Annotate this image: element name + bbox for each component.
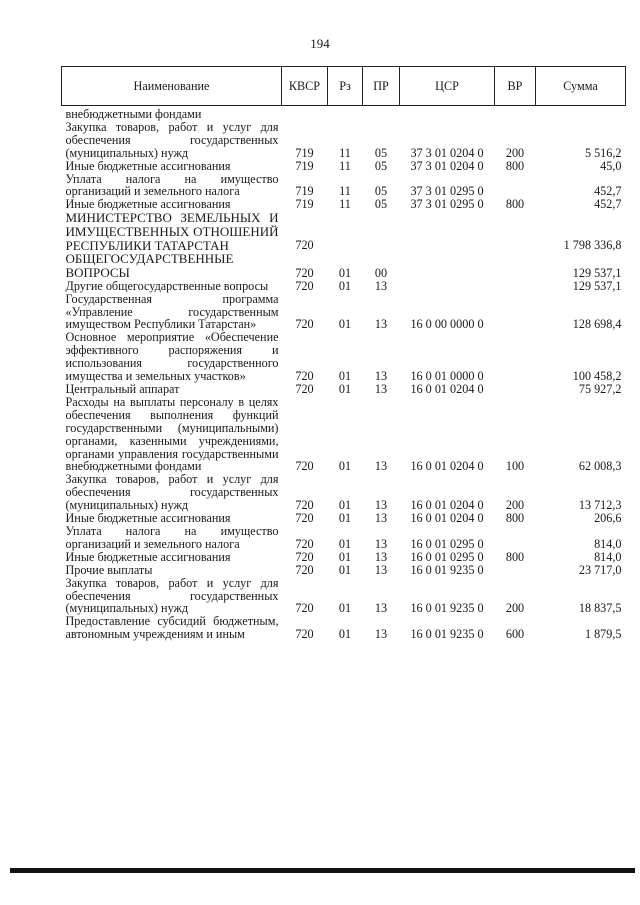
cell-vr — [495, 383, 536, 396]
cell-rz: 01 — [338, 278, 352, 293]
cell-kvsr: 720 — [295, 317, 314, 332]
cell-name: Иные бюджетные ассигнования — [65, 197, 231, 212]
cell-rz — [328, 106, 363, 121]
cell-rz: 11 — [339, 145, 351, 160]
cell-vr — [495, 331, 536, 383]
cell-kvsr: 720 — [295, 498, 314, 513]
cell-pr: 13 — [374, 317, 388, 332]
cell-rz: 11 — [339, 184, 351, 199]
cell-sum: 100 458,2 — [572, 369, 622, 384]
cell-pr: 13 — [374, 459, 388, 474]
table-row — [62, 106, 626, 121]
cell-csr: 16 0 01 9235 0 — [410, 562, 484, 577]
cell-vr — [495, 280, 536, 293]
cell-vr — [495, 293, 536, 332]
cell-csr: 16 0 01 0204 0 — [410, 498, 484, 513]
cell-pr: 13 — [374, 382, 388, 397]
cell-name: Прочие выплаты — [65, 562, 153, 577]
table-row — [62, 173, 626, 199]
table-row — [62, 383, 626, 396]
header-rz: Рз — [328, 67, 363, 106]
cell-name: Иные бюджетные ассигнования — [65, 158, 231, 173]
cell-pr: 13 — [374, 627, 388, 642]
cell-name: Закупка товаров, работ и услуг для обеспечения государственных (муниципальных) нужд — [65, 472, 279, 513]
cell-csr: 16 0 01 0204 0 — [410, 382, 484, 397]
header-sum: Сумма — [536, 67, 626, 106]
cell-kvsr: 720 — [295, 627, 314, 642]
cell-rz: 01 — [338, 536, 352, 551]
cell-name: Уплата налога на имущество организаций и земельного налога — [65, 171, 279, 199]
cell-csr: 16 0 01 0000 0 — [410, 369, 484, 384]
cell-vr — [495, 106, 536, 121]
cell-pr: 13 — [374, 498, 388, 513]
cell-rz: 01 — [338, 369, 352, 384]
cell-sum: 13 712,3 — [578, 498, 622, 513]
cell-name: Иные бюджетные ассигнования — [65, 511, 231, 526]
cell-pr: 05 — [374, 197, 388, 212]
cell-pr: 05 — [374, 184, 388, 199]
cell-sum: 5 516,2 — [584, 145, 622, 160]
cell-kvsr: 720 — [295, 511, 314, 526]
cell-kvsr: 719 — [295, 158, 314, 173]
cell-sum: 62 008,3 — [578, 459, 622, 474]
table-header-row — [62, 67, 626, 106]
cell-vr: 600 — [505, 627, 525, 642]
cell-name: Уплата налога на имущество организаций и земельного налога — [65, 523, 279, 551]
cell-csr: 16 0 01 0295 0 — [410, 536, 484, 551]
cell-rz: 01 — [338, 265, 352, 280]
cell-csr: 16 0 01 0204 0 — [410, 511, 484, 526]
cell-pr: 05 — [374, 145, 388, 160]
cell-csr — [400, 280, 495, 293]
cell-pr: 13 — [374, 369, 388, 384]
cell-vr: 200 — [505, 601, 525, 616]
cell-vr: 100 — [505, 459, 525, 474]
cell-vr — [495, 525, 536, 551]
cell-rz: 01 — [338, 498, 352, 513]
cell-sum: 206,6 — [594, 511, 622, 526]
cell-vr: 800 — [505, 511, 525, 526]
table-row — [62, 564, 626, 577]
cell-name: Основное мероприятие «Обеспечение эффективного распоряжения и использования государственного имущества и земельных участков» — [65, 330, 279, 384]
cell-sum: 129 537,1 — [572, 278, 622, 293]
cell-pr: 13 — [374, 536, 388, 551]
cell-vr: 800 — [505, 549, 525, 564]
table-row — [62, 577, 626, 616]
cell-sum: 814,0 — [594, 536, 622, 551]
cell-pr: 13 — [374, 601, 388, 616]
cell-pr — [363, 211, 400, 252]
cell-pr: 13 — [374, 562, 388, 577]
table-row — [62, 473, 626, 512]
cell-kvsr: 719 — [295, 184, 314, 199]
cell-vr: 800 — [505, 197, 525, 212]
cell-vr: 200 — [505, 498, 525, 513]
table-row — [62, 293, 626, 332]
cell-pr: 13 — [374, 511, 388, 526]
cell-csr: 37 3 01 0295 0 — [410, 184, 484, 199]
budget-table — [61, 66, 626, 641]
cell-sum — [536, 106, 626, 121]
cell-csr — [400, 106, 495, 121]
table-row — [62, 252, 626, 279]
header-pr: ПР — [363, 67, 400, 106]
cell-csr: 16 0 01 9235 0 — [410, 601, 484, 616]
cell-name: Закупка товаров, работ и услуг для обеспечения государственных (муниципальных) нужд — [65, 119, 279, 160]
cell-rz: 01 — [338, 601, 352, 616]
cell-vr: 800 — [505, 158, 525, 173]
cell-csr: 16 0 00 0000 0 — [410, 317, 484, 332]
cell-csr — [400, 211, 495, 252]
cell-vr — [495, 173, 536, 199]
header-kvsr: КВСР — [282, 67, 328, 106]
cell-kvsr: 720 — [295, 562, 314, 577]
cell-name: Центральный аппарат — [65, 382, 180, 397]
cell-kvsr: 720 — [295, 459, 314, 474]
cell-pr: 13 — [374, 278, 388, 293]
cell-rz: 11 — [339, 158, 351, 173]
page-number: 194 — [310, 36, 330, 51]
table-row — [62, 396, 626, 473]
cell-pr: 05 — [374, 158, 388, 173]
cell-csr — [400, 252, 495, 279]
cell-name: Закупка товаров, работ и услуг для обеспечения государственных (муниципальных) нужд — [65, 575, 279, 616]
cell-sum: 1 879,5 — [584, 627, 622, 642]
cell-kvsr: 720 — [295, 238, 314, 253]
cell-csr: 37 3 01 0204 0 — [410, 158, 484, 173]
cell-name: ОБЩЕГОСУДАРСТВЕННЫЕ ВОПРОСЫ — [65, 251, 234, 281]
cell-name: Государственная программа «Управление государственным имуществом Республики Татарстан» — [65, 291, 279, 332]
cell-sum: 18 837,5 — [578, 601, 622, 616]
cell-rz — [328, 211, 363, 252]
scan-bottom-edge — [10, 868, 635, 873]
table-row — [62, 280, 626, 293]
cell-csr: 37 3 01 0295 0 — [410, 197, 484, 212]
cell-vr — [495, 211, 536, 252]
table-row — [62, 551, 626, 564]
cell-name: внебюджетными фондами — [65, 107, 202, 121]
table-row — [62, 525, 626, 551]
cell-kvsr: 720 — [295, 278, 314, 293]
cell-csr: 16 0 01 9235 0 — [410, 627, 484, 642]
cell-vr: 200 — [505, 145, 525, 160]
cell-kvsr: 720 — [295, 601, 314, 616]
cell-kvsr: 719 — [295, 145, 314, 160]
cell-sum: 1 798 336,8 — [563, 238, 622, 253]
cell-rz: 01 — [338, 511, 352, 526]
cell-sum: 452,7 — [594, 184, 622, 199]
cell-name: Другие общегосударственные вопросы — [65, 278, 269, 293]
cell-rz: 01 — [338, 317, 352, 332]
cell-sum: 75 927,2 — [578, 382, 622, 397]
header-csr: ЦСР — [400, 67, 495, 106]
table-row — [62, 160, 626, 173]
cell-rz: 01 — [338, 382, 352, 397]
table-row — [62, 331, 626, 383]
cell-rz: 01 — [338, 459, 352, 474]
cell-sum: 814,0 — [594, 549, 622, 564]
cell-rz: 01 — [338, 627, 352, 642]
cell-sum: 128 698,4 — [572, 317, 622, 332]
cell-sum: 129 537,1 — [572, 265, 622, 280]
cell-csr: 37 3 01 0204 0 — [410, 145, 484, 160]
cell-vr — [495, 252, 536, 279]
cell-name: Предоставление субсидий бюджетным, автономным учреждениям и иным — [65, 614, 279, 642]
table-row — [62, 121, 626, 160]
cell-pr: 00 — [374, 265, 388, 280]
cell-sum: 452,7 — [594, 197, 622, 212]
cell-pr: 13 — [374, 549, 388, 564]
cell-kvsr: 720 — [295, 382, 314, 397]
cell-kvsr — [282, 106, 328, 121]
header-vr: ВР — [495, 67, 536, 106]
cell-pr — [363, 106, 400, 121]
cell-sum: 45,0 — [600, 158, 622, 173]
header-name: Наименование — [62, 67, 282, 106]
cell-rz: 01 — [338, 549, 352, 564]
cell-csr: 16 0 01 0295 0 — [410, 549, 484, 564]
cell-sum: 23 717,0 — [578, 562, 622, 577]
cell-kvsr: 720 — [295, 549, 314, 564]
cell-name: Расходы на выплаты персоналу в целях обеспечения выполнения функций государственными (муниципальными) органами, казенными учреждениями, органами управления государственными внебюджетными фондами — [65, 394, 279, 474]
cell-name: МИНИСТЕРСТВО ЗЕМЕЛЬНЫХ И ИМУЩЕСТВЕННЫХ ОТНОШЕНИЙ РЕСПУБЛИКИ ТАТАРСТАН — [65, 210, 279, 253]
table-row — [62, 615, 626, 641]
cell-kvsr: 720 — [295, 265, 314, 280]
cell-csr: 16 0 01 0204 0 — [410, 459, 484, 474]
cell-rz: 01 — [338, 562, 352, 577]
cell-kvsr: 720 — [295, 536, 314, 551]
cell-vr — [495, 564, 536, 577]
cell-rz: 11 — [339, 197, 351, 212]
cell-kvsr: 719 — [295, 197, 314, 212]
cell-name: Иные бюджетные ассигнования — [65, 549, 231, 564]
cell-kvsr: 720 — [295, 369, 314, 384]
table-row — [62, 211, 626, 252]
